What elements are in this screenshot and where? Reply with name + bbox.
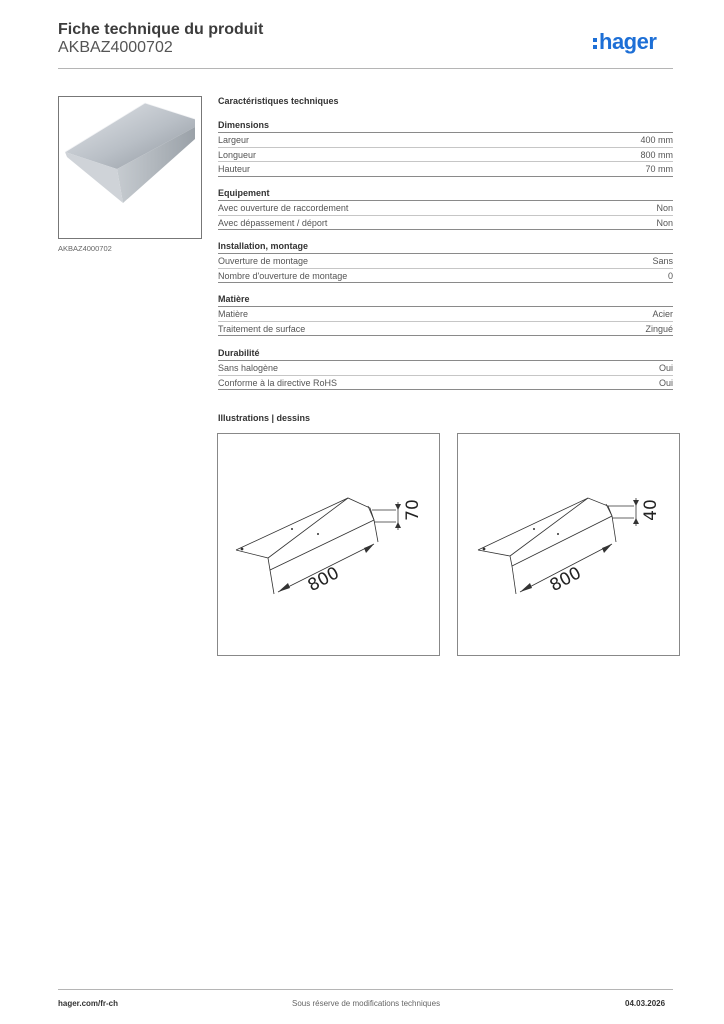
spec-label: Ouverture de montage	[218, 256, 309, 266]
photo-caption: AKBAZ4000702	[58, 244, 112, 253]
spec-label: Avec ouverture de raccordement	[218, 203, 349, 213]
spec-group-title: Installation, montage	[218, 241, 673, 254]
spec-group-equipement	[218, 188, 673, 230]
spec-label: Nombre d'ouverture de montage	[218, 270, 348, 281]
spec-group-title: Matière	[218, 294, 673, 307]
logo-colon-mark	[593, 38, 597, 49]
spec-group-title: Dimensions	[218, 120, 673, 133]
header-divider	[58, 68, 673, 69]
illustrations-heading: Illustrations | dessins	[218, 413, 311, 423]
spec-value: 400 mm	[640, 135, 673, 145]
spec-label: Largeur	[218, 135, 250, 145]
height-label: 70	[403, 499, 423, 521]
spec-row	[218, 201, 673, 216]
dimension-drawing	[457, 433, 680, 656]
spec-value: Non	[656, 203, 673, 213]
spec-group-title: Equipement	[218, 188, 673, 201]
spec-row	[218, 322, 673, 337]
product-photo	[58, 96, 202, 239]
spec-group-title: Durabilité	[218, 348, 673, 361]
footer-note: Sous réserve de modifications techniques	[292, 999, 441, 1008]
spec-value: Sans	[652, 256, 673, 266]
length-label: 800	[304, 563, 343, 597]
spec-label: Conforme à la directive RoHS	[218, 377, 338, 388]
footer-url-link[interactable]: hager.com/fr-ch	[58, 999, 119, 1008]
spec-group-dimensions	[218, 120, 673, 177]
metal-cover-image	[59, 97, 201, 238]
footer-date: 04.03.2026	[625, 999, 666, 1008]
spec-label: Avec dépassement / déport	[218, 217, 328, 228]
spec-row	[218, 361, 673, 376]
tech-section-heading: Caractéristiques techniques	[218, 96, 339, 106]
footer-divider	[58, 989, 673, 990]
hager-logo	[593, 27, 656, 57]
cover-line-drawing	[218, 434, 439, 655]
spec-row	[218, 376, 673, 391]
spec-label: Longueur	[218, 149, 257, 160]
spec-row	[218, 216, 673, 231]
spec-row	[218, 148, 673, 163]
spec-value: 0	[667, 270, 673, 281]
dimension-drawing	[217, 433, 440, 656]
logo-wordmark: hager	[599, 29, 657, 54]
spec-value: Acier	[652, 309, 673, 319]
length-label: 800	[546, 563, 585, 597]
spec-label: Hauteur	[218, 164, 251, 174]
spec-row	[218, 133, 673, 148]
spec-label: Traitement de surface	[218, 323, 306, 334]
spec-value: Oui	[658, 377, 673, 388]
spec-value: Non	[656, 217, 673, 228]
height-label: 40	[641, 499, 661, 521]
spec-value: Oui	[658, 363, 673, 373]
cover-line-drawing	[458, 434, 679, 655]
spec-value: 800 mm	[640, 149, 673, 160]
spec-row	[218, 307, 673, 322]
spec-group-installation	[218, 241, 673, 283]
document-title: Fiche technique du produit	[58, 21, 264, 38]
spec-label: Matière	[218, 309, 249, 319]
spec-row	[218, 254, 673, 269]
spec-label: Sans halogène	[218, 363, 279, 373]
spec-row	[218, 269, 673, 284]
spec-group-durabilite	[218, 348, 673, 390]
spec-row	[218, 162, 673, 177]
spec-value: 70 mm	[645, 164, 673, 174]
spec-value: Zingué	[645, 323, 673, 334]
spec-group-matiere	[218, 294, 673, 336]
product-code: AKBAZ4000702	[58, 39, 173, 56]
